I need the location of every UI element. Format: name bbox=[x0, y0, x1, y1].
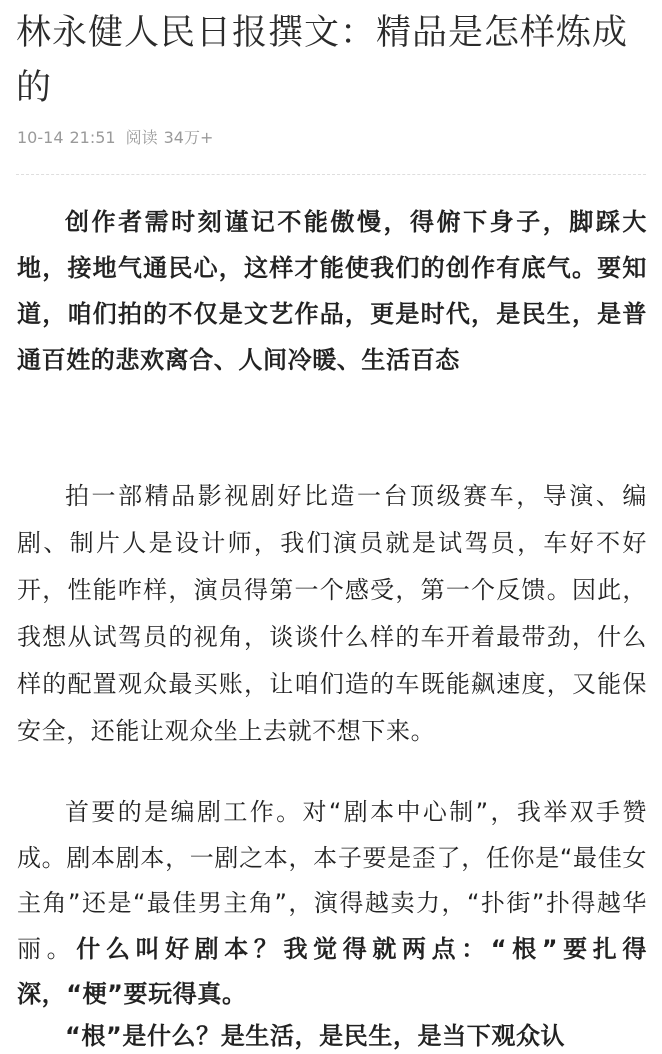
read-count: 34万+ bbox=[163, 128, 214, 147]
read-label: 阅读 bbox=[125, 128, 158, 147]
article-title: 林永健人民日报撰文：精品是怎样炼成的 bbox=[16, 13, 629, 108]
meta-divider bbox=[16, 174, 646, 175]
article-meta bbox=[17, 126, 213, 150]
paragraph-screenwriting-highlight: 什么叫好剧本？我觉得就两点：“根”要扎得深，“梗”要玩得真。 bbox=[17, 934, 648, 1008]
paragraph-screenwriting-text: 首要的是编剧工作。对“剧本中心制”，我举双手赞成。剧本剧本，一剧之本，本子要是歪了，任你是“最佳女主角”还是“最佳男主角”，演得越卖力，“扑街”扑得越华丽。 bbox=[17, 798, 647, 963]
paragraph-bold-intro: 创作者需时刻谨记不能傲慢，得俯下身子，脚踩大地，接地气通民心，这样才能使我们的创作有底气。要知道，咱们拍的不仅是文艺作品，更是时代，是民生，是普通百姓的悲欢离合、人间冷暖、生活百态 bbox=[17, 208, 647, 374]
paragraph-root: “根”是什么？是生活，是民生，是当下观众认 bbox=[65, 1022, 566, 1050]
paragraph-screenwriting bbox=[17, 790, 647, 1018]
publish-time: 21:51 bbox=[69, 128, 116, 147]
publish-date: 10-14 bbox=[17, 128, 64, 147]
paragraph-race-car: 拍一部精品影视剧好比造一台顶级赛车，导演、编剧、制片人是设计师，我们演员就是试驾员，车好不好开，性能咋样，演员得第一个感受，第一个反馈。因此，我想从试驾员的视角，谈谈什么样的车开着最带劲，什么样的配置观众最买账，让咱们造的车既能飙速度，又能保安全，还能让观众坐上去就不想下来。 bbox=[17, 482, 647, 745]
